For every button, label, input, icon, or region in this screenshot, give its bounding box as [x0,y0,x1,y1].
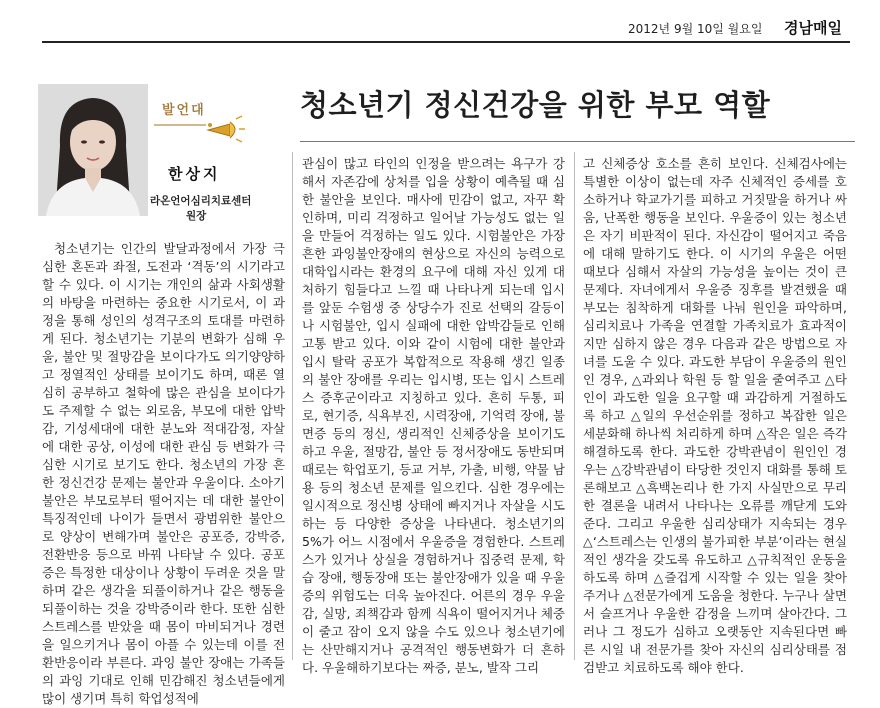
article-title: 청소년기 정신건강을 위한 부모 역할 [300,88,771,122]
author-affiliation: 라온언어심리치료센터 [150,195,252,207]
article-column-2 [302,155,565,675]
author-role: 원장 [186,210,207,222]
article-column-1 [42,240,285,706]
author-name: 한상지 [168,165,221,183]
column-divider [292,152,293,660]
article-column-3 [583,155,847,675]
column-divider [574,152,575,660]
page-header [0,0,880,44]
header-rule [42,41,850,43]
author-photo [38,84,148,216]
issue-date: 2012년 9월 10일 월요일 [628,22,763,36]
trumpet-icon [206,116,246,142]
newspaper-name: 경남매일 [784,19,842,37]
column-name: 발언대 [162,103,206,118]
article-text-column-3: 고 신체증상 호소를 흔히 보인다. 신체검사에는 특별한 이상이 없는데 자주 신체적인 증세를 호소하거나 학교가기를 피하고 거짓말을 하거나 싸움, 난폭한 행동을 보인다. 우울증이 있는 청소년은 자기 비판적이 된다. 자신감이 떨어지고 죽음에 대해 말하기도 한다. 이 시기의 우울은 어떤 때보다 심해서 자살의 가능성을 높이는 것이 큰 문제다. 자녀에게서 우울증 징후를 발견했을 때 부모는 침착하게 대화를 나눠 원인을 파악하며, 심리치료나 가족을 연결할 가족치료가 효과적이지만 심하지 않은 경우 다음과 같은 방법으로 자녀를 도울 수 있다. 과도한 부담이 우울증의 원인인 경우, △과외나 학원 등 할 일을 줄여주고 △타인이 과도한 일을 요구할 때 과감하게 거절하도록 하고 △일의 우선순위를 정하고 복잡한 일은 세분화해 하나씩 처리하게 하며 △작은 일은 즉각 해결하도록 한다. 과도한 강박관념이 원인인 경우는 △강박관념이 타당한 것인지 대화를 통해 토론해보고 △흑백논리나 한 가지 사실만으로 무리한 결론을 내려서 나타나는 오류를 깨닫게 도와준다. 그리고 우울한 심리상태가 지속되는 경우 △‘스트레스는 인생의 불가피한 부분’이라는 현실적인 생각을 갖도록 유도하고 △규칙적인 운동을 하도록 하며 △즐겁게 시작할 수 있는 일을 찾아주거나 △전문가에게 도움을 청한다. 누구나 살면서 슬프거나 우울한 감정을 느끼며 살아간다. 그러나 그 정도가 심하고 오랫동안 지속된다면 빠른 시일 내 전문가를 찾아 자신의 심리상태를 점검받고 치료하도록 해야 한다. [583,156,847,675]
title-rule [300,141,855,142]
article-text-column-1: 청소년기는 인간의 발달과정에서 가장 극심한 혼돈과 좌절, 도전과 ‘격동’의 시기라고 할 수 있다. 이 시기는 개인의 삶과 사회생활의 바탕을 마련하는 중요한 시기로서, 이 과정을 통해 성인의 성격구조의 토대를 마련하게 된다. 청소년기는 기분의 변화가 심해 우울, 불안 및 절망감을 보이다가도 의기양양하고 정열적인 상태를 보이기도 하며, 때론 열심히 공부하고 철학에 많은 관심을 보이다가도 주제할 수 없는 외로움, 부모에 대한 압박감, 기성세대에 대한 분노와 적대감정, 자살에 대한 공상, 이성에 대한 관심 등 변화가 극심한 시기로 보기도 한다. 청소년의 가장 흔한 정신건강 문제는 불안과 우울이다. 소아기 불안은 부모로부터 떨어지는 데 대한 불안이 특징적인데 나이가 들면서 광범위한 불안으로 양상이 변해가며 불안은 공포증, 강박증, 전환반응 등으로 바꿔 나타날 수 있다. 공포증은 특정한 대상이나 상황이 두려운 것을 말하며 같은 생각을 되풀이하거나 같은 행동을 되풀이하는 것을 강박증이라 한다. 또한 심한 스트레스를 받았을 때 몸이 마비되거나 경련을 일으키거나 몸이 아플 수 있는데 이를 전환반응이라 부른다. 과잉 불안 장애는 가족들의 과잉 기대로 인해 민감해진 청소년들에게 많이 생기며 특히 학업성적에 [42,241,285,706]
article-text-column-2: 관심이 많고 타인의 인정을 받으려는 욕구가 강해서 자존감에 상처를 입을 상황이 예측될 때 심한 불안을 보인다. 매사에 민감이 없고, 자꾸 확인하며, 미리 걱정하고 일어날 가능성도 없는 일을 만들어 걱정하는 일도 있다. 시험불안은 가장 흔한 과잉불안장애의 현상으로 자신의 능력으로 대학입시라는 환경의 요구에 대해 자신 있게 대처하기 힘들다고 느낄 때 나타나게 되는데 입시를 앞둔 수험생 중 상당수가 진로 선택의 갈등이나 시험불안, 입시 실패에 대한 압박감들로 인해 고통 받고 있다. 이와 같이 시험에 대한 불안과 입시 탈락 공포가 복합적으로 작용해 생긴 일종의 불안 장애를 우리는 입시병, 또는 입시 스트레스 증후군이라고 지칭하고 있다. 흔히 두통, 피로, 현기증, 식욕부진, 시력장애, 기억력 장애, 불면증 등의 정신, 생리적인 신체증상을 보이기도 하고 우울, 절망감, 불안 등 정서장애도 동반되며 때로는 학업포기, 등교 거부, 가출, 비행, 약물 남용 등의 청소년 문제를 일으킨다. 심한 경우에는 일시적으로 정신병 상태에 빠지거나 자살을 시도하는 등 다양한 증상을 나타낸다. 청소년기의 5%가 어느 시점에서 우울증을 경험한다. 스트레스가 있거나 상실을 경험하거나 집중력 문제, 학습 장애, 행동장애 또는 불안장애가 있을 때 우울증의 위험도는 더욱 높아진다. 어른의 경우 우울감, 실망, 죄책감과 함께 식욕이 떨어지거나 체중이 줄고 잠이 오지 않을 수도 있으나 청소년기에는 산만해지거나 공격적인 행동변화가 더 흔하다. 우울해하기보다는 짜증, 분노, 발작 그리 [302,156,565,675]
